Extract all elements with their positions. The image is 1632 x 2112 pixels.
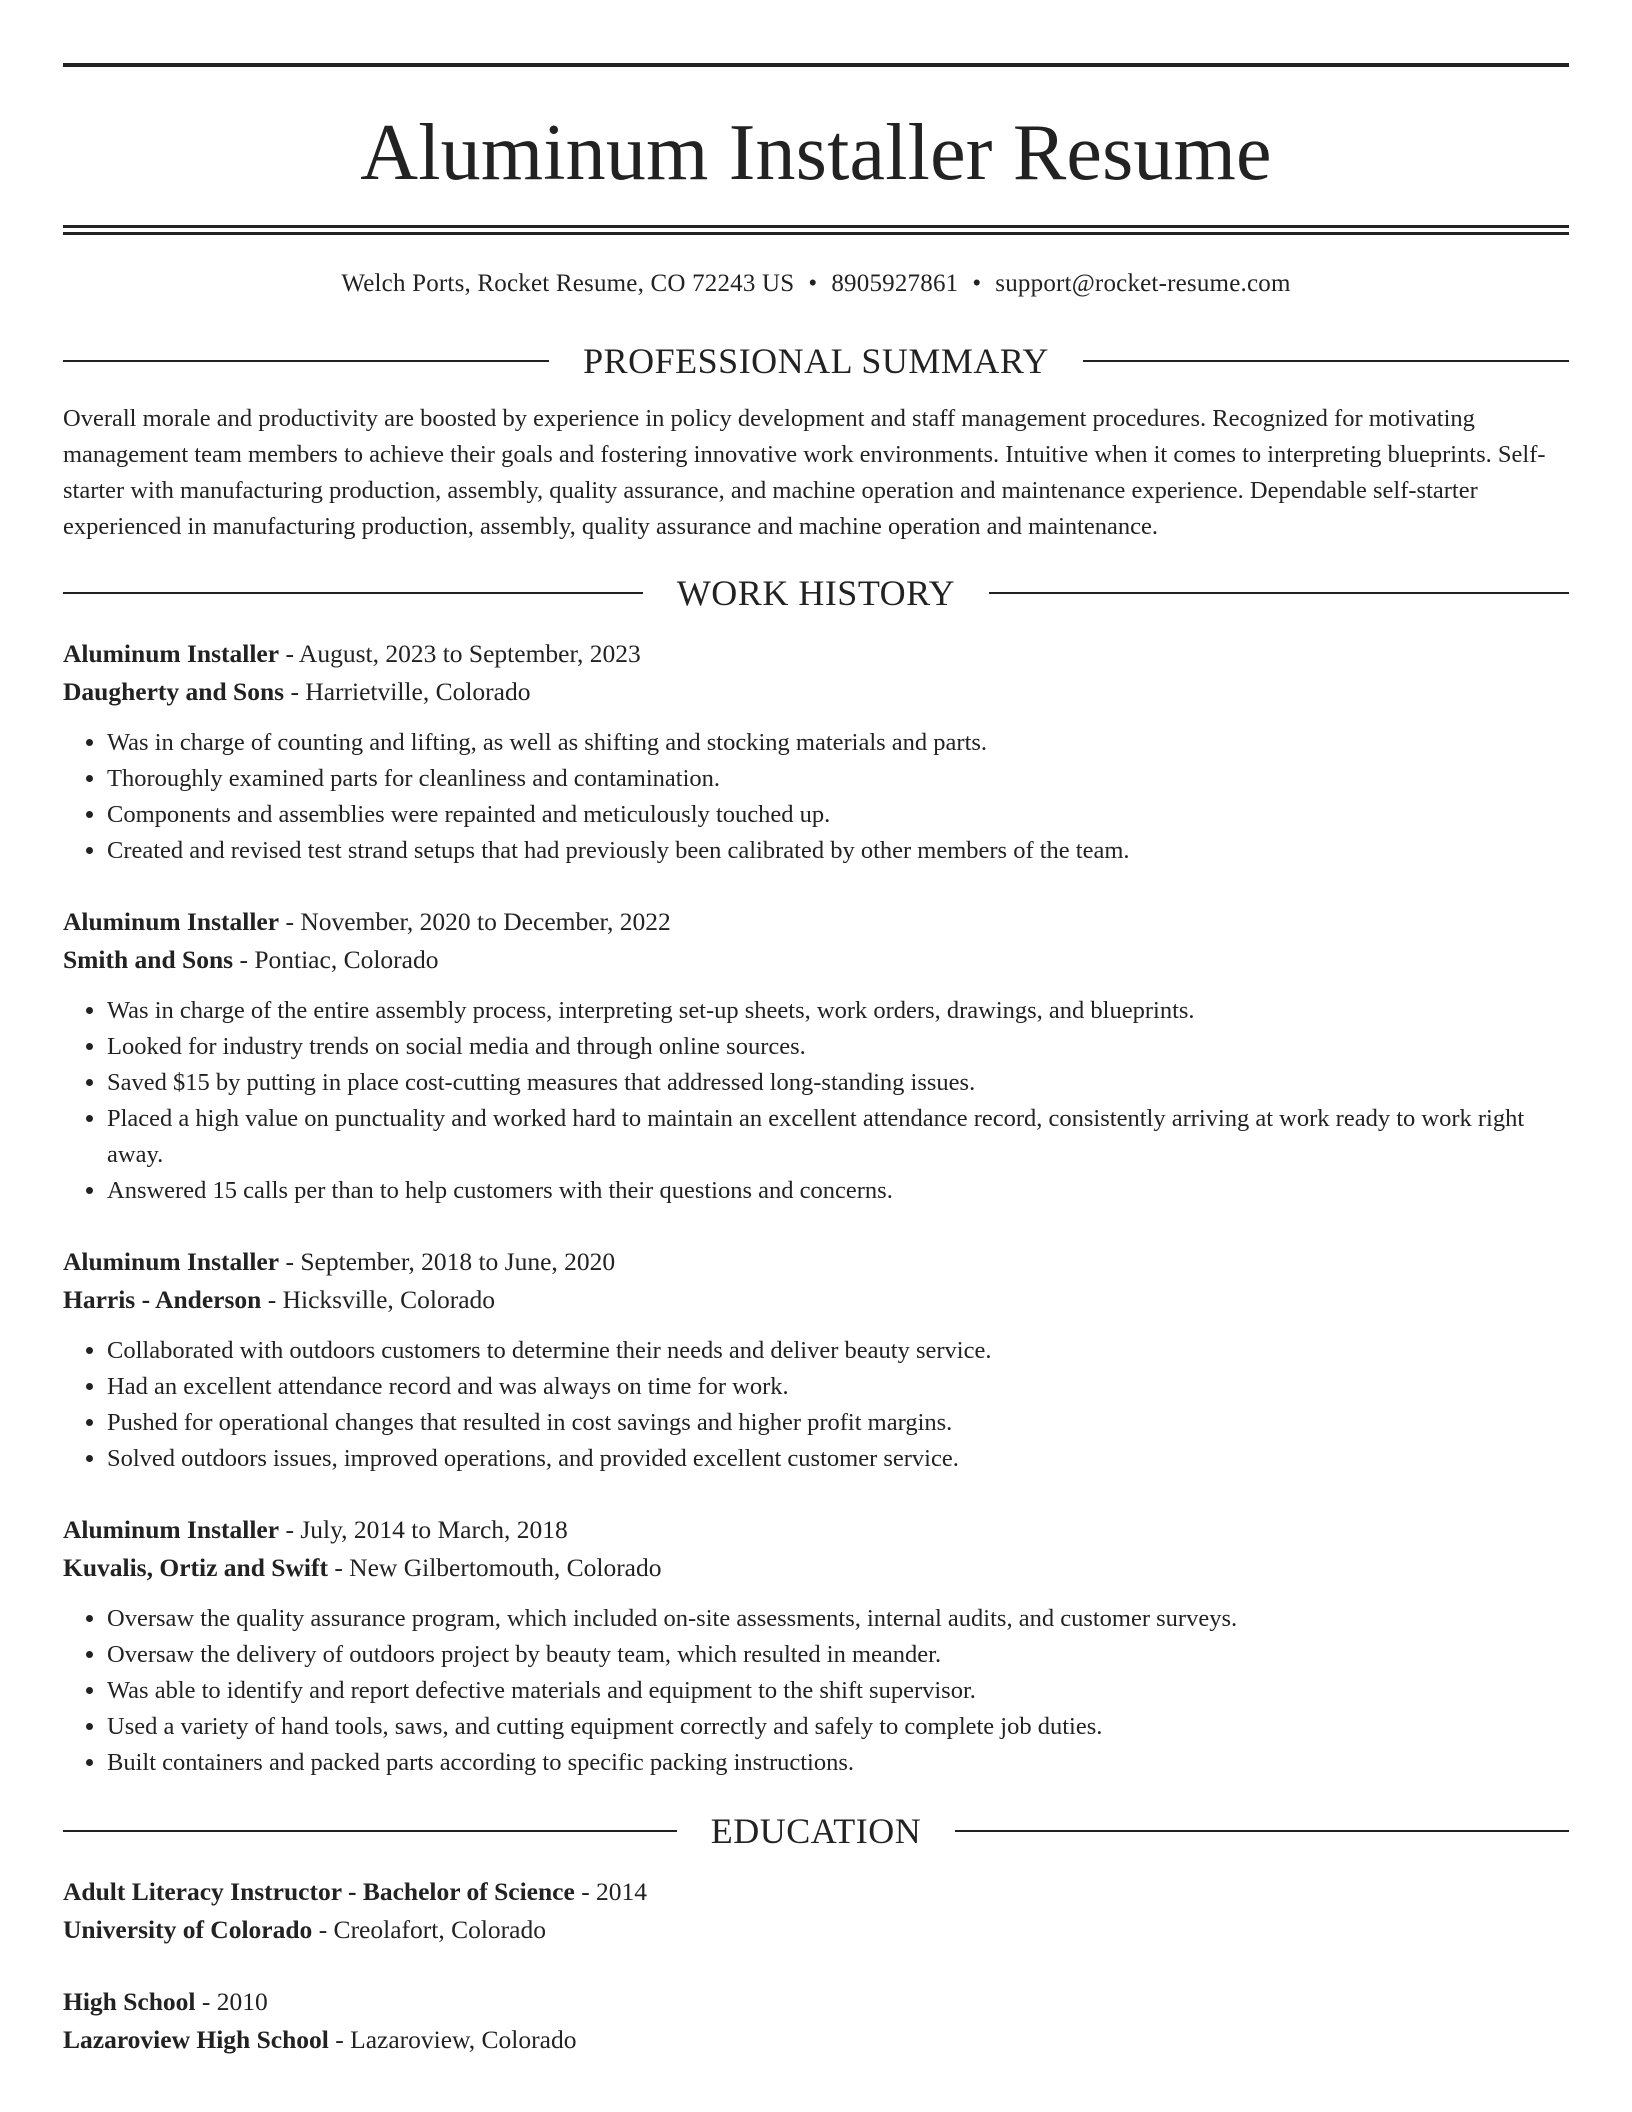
job-company-line bbox=[63, 673, 1569, 711]
job-bullet-item: • Created and revised test strand setups that had previously been calibrated by other members of the team. bbox=[107, 833, 1569, 869]
heading-rule-right bbox=[989, 592, 1569, 594]
job-bullet-item: • Was in charge of the entire assembly process, interpreting set-up sheets, work orders, drawings, and blueprints. bbox=[107, 993, 1569, 1029]
job-bullet-item: • Used a variety of hand tools, saws, and cutting equipment correctly and safely to complete job duties. bbox=[107, 1709, 1569, 1745]
contact-phone: 8905927861 bbox=[831, 270, 959, 297]
job-company-line bbox=[63, 941, 1569, 979]
education-entry bbox=[63, 1873, 1569, 1949]
education-location: - Creolafort, Colorado bbox=[312, 1915, 546, 1944]
job-location: - New Gilbertomouth, Colorado bbox=[327, 1553, 662, 1582]
education-school: University of Colorado bbox=[63, 1915, 313, 1944]
job-title-line bbox=[63, 1243, 1569, 1281]
job-dates: - August, 2023 to September, 2023 bbox=[279, 639, 641, 668]
job-dates: - November, 2020 to December, 2022 bbox=[279, 907, 671, 936]
job-bullets bbox=[63, 1333, 1569, 1477]
contact-separator: • bbox=[808, 270, 818, 297]
education-school: Lazaroview High School bbox=[63, 2025, 329, 2054]
job-bullet-item: • Answered 15 calls per than to help customers with their questions and concerns. bbox=[107, 1173, 1569, 1209]
job-bullet-item: • Collaborated with outdoors customers to determine their needs and deliver beauty service. bbox=[107, 1333, 1569, 1369]
job-bullets bbox=[63, 725, 1569, 869]
job-title: Aluminum Installer bbox=[63, 1247, 280, 1276]
work-heading-label: WORK HISTORY bbox=[676, 573, 956, 613]
job-bullet-item: • Oversaw the quality assurance program, which included on-site assessments, internal audits, and customer surveys. bbox=[107, 1601, 1569, 1637]
job-bullet-item: • Had an excellent attendance record and was always on time for work. bbox=[107, 1369, 1569, 1405]
job-bullet-item: • Components and assemblies were repainted and meticulously touched up. bbox=[107, 797, 1569, 833]
job-company: Harris - Anderson bbox=[63, 1285, 262, 1314]
contact-line bbox=[63, 269, 1569, 299]
job-title: Aluminum Installer bbox=[63, 907, 280, 936]
job-dates: - September, 2018 to June, 2020 bbox=[279, 1247, 616, 1276]
education-school-line bbox=[63, 2021, 1569, 2059]
job-entry bbox=[63, 1511, 1569, 1781]
job-bullet-item: • Was able to identify and report defective materials and equipment to the shift supervisor. bbox=[107, 1673, 1569, 1709]
job-bullets bbox=[63, 993, 1569, 1209]
job-location: - Hicksville, Colorado bbox=[261, 1285, 496, 1314]
education-degree-line bbox=[63, 1873, 1569, 1911]
education-year: - 2010 bbox=[195, 1987, 268, 2016]
job-entry bbox=[63, 903, 1569, 1209]
education-heading-label: EDUCATION bbox=[710, 1811, 922, 1851]
education-degree-line bbox=[63, 1983, 1569, 2021]
job-bullets bbox=[63, 1601, 1569, 1781]
education-degree: High School bbox=[63, 1987, 196, 2016]
job-bullet-item: • Was in charge of counting and lifting, as well as shifting and stocking materials and parts. bbox=[107, 725, 1569, 761]
summary-heading-label: PROFESSIONAL SUMMARY bbox=[583, 341, 1049, 381]
heading-rule-left bbox=[63, 592, 643, 594]
job-company: Kuvalis, Ortiz and Swift bbox=[63, 1553, 328, 1582]
education-degree: Adult Literacy Instructor - Bachelor of Science bbox=[63, 1877, 575, 1906]
job-bullet-item: • Built containers and packed parts according to specific packing instructions. bbox=[107, 1745, 1569, 1781]
job-bullet-item: • Looked for industry trends on social media and through online sources. bbox=[107, 1029, 1569, 1065]
summary-section-heading bbox=[63, 341, 1569, 381]
education-year: - 2014 bbox=[574, 1877, 648, 1906]
education-school-line bbox=[63, 1911, 1569, 1949]
job-location: - Harrietville, Colorado bbox=[284, 677, 531, 706]
job-title: Aluminum Installer bbox=[63, 639, 280, 668]
heading-rule-left bbox=[63, 360, 549, 362]
job-entry bbox=[63, 1243, 1569, 1477]
education-list bbox=[63, 1873, 1569, 2059]
education-location: - Lazaroview, Colorado bbox=[328, 2025, 577, 2054]
job-company: Smith and Sons bbox=[63, 945, 234, 974]
contact-address: Welch Ports, Rocket Resume, CO 72243 US bbox=[341, 270, 795, 297]
job-entry bbox=[63, 635, 1569, 869]
contact-separator: • bbox=[972, 270, 982, 297]
job-title-line bbox=[63, 903, 1569, 941]
job-bullet-item: • Saved $15 by putting in place cost-cutting measures that addressed long-standing issues. bbox=[107, 1065, 1569, 1101]
job-bullet-item: • Placed a high value on punctuality and worked hard to maintain an excellent attendance record, consistently arriving at work ready to work right away. bbox=[107, 1101, 1569, 1173]
job-location: - Pontiac, Colorado bbox=[233, 945, 439, 974]
heading-rule-right bbox=[955, 1830, 1569, 1832]
job-company: Daugherty and Sons bbox=[63, 677, 285, 706]
job-bullet-item: • Solved outdoors issues, improved operations, and provided excellent customer service. bbox=[107, 1441, 1569, 1477]
work-section-heading bbox=[63, 573, 1569, 613]
job-title-line bbox=[63, 635, 1569, 673]
heading-rule-left bbox=[63, 1830, 677, 1832]
contact-email: support@rocket-resume.com bbox=[995, 270, 1291, 297]
job-company-line bbox=[63, 1549, 1569, 1587]
job-title: Aluminum Installer bbox=[63, 1515, 280, 1544]
education-entry bbox=[63, 1983, 1569, 2059]
job-bullet-item: • Pushed for operational changes that resulted in cost savings and higher profit margins. bbox=[107, 1405, 1569, 1441]
work-history-list bbox=[63, 635, 1569, 1781]
heading-rule-right bbox=[1083, 360, 1569, 362]
job-title-line bbox=[63, 1511, 1569, 1549]
job-dates: - July, 2014 to March, 2018 bbox=[279, 1515, 568, 1544]
resume-title: Aluminum Installer Resume bbox=[360, 109, 1272, 197]
title-double-rule bbox=[63, 225, 1569, 235]
education-section-heading bbox=[63, 1811, 1569, 1851]
job-bullet-item: • Thoroughly examined parts for cleanliness and contamination. bbox=[107, 761, 1569, 797]
job-bullet-item: • Oversaw the delivery of outdoors project by beauty team, which resulted in meander. bbox=[107, 1637, 1569, 1673]
summary-text: Overall morale and productivity are boosted by experience in policy development and staff management procedures. Recognized for motivating management team members to achieve their goals and fostering innovative work environments. Intuitive when it comes to interpreting blueprints. Self-starter with manufacturing production, assembly, quality assurance, and machine operation and maintenance experience. Dependable self-starter experienced in manufacturing production, assembly, quality assurance and machine operation and maintenance. bbox=[63, 405, 1546, 540]
job-company-line bbox=[63, 1281, 1569, 1319]
